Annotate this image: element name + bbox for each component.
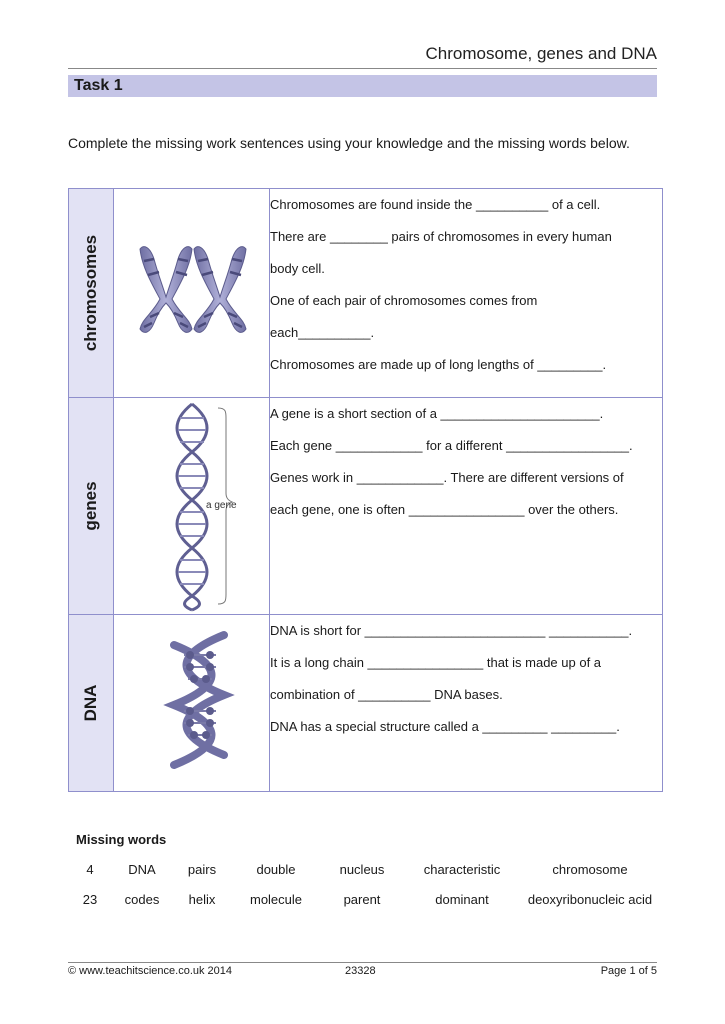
footer-page-number: Page 1 of 5 [600,965,657,977]
header-divider [68,68,657,69]
missing-word: 4 [86,862,94,877]
missing-word: parent [343,892,381,907]
genes-image-cell [114,398,270,615]
footer-divider [68,962,657,963]
missing-word: 23 [82,892,98,907]
dna-image-cell [114,615,270,792]
missing-word: nucleus [339,862,385,877]
sentence-line: One of each pair of chromosomes comes from [270,293,538,308]
row-label-cell [69,398,114,615]
genes-text-cell [270,398,663,615]
sentence-line: Chromosomes are made up of long lengths of _________. [270,357,607,372]
task-heading: Task 1 [68,75,657,97]
sentence-line: Genes work in ____________. There are different versions of [270,470,624,485]
missing-words-title: Missing words [76,832,167,847]
missing-word: double [256,862,296,877]
instructions-text: Complete the missing work sentences using your knowledge and the missing words below. [68,135,630,151]
footer-copyright: © www.teachitscience.co.uk 2014 [68,965,233,977]
table-row-dna [69,615,663,792]
gene-annotation-label: a gene [206,500,237,511]
missing-word: DNA [128,862,156,877]
missing-word: characteristic [423,862,501,877]
sentence-line: There are ________ pairs of chromosomes in every human [270,229,612,244]
dna-text-cell [270,615,663,792]
row-label-chromosomes: chromosomes [81,234,100,352]
sentence-line: DNA is short for _________________________ ___________. [270,623,633,638]
missing-word: dominant [435,892,489,907]
chromosomes-image-cell [114,189,270,398]
row-label-genes: genes [81,481,100,531]
missing-word: deoxyribonucleic acid [527,892,653,907]
missing-word: pairs [187,862,217,877]
missing-word: chromosome [552,862,628,877]
chromosome-right [194,247,246,333]
sentence-line: Chromosomes are found inside the __________ of a cell. [270,197,601,212]
table-row-genes [69,398,663,615]
sentence-line: each gene, one is often ________________ over the others. [270,502,619,517]
sentence-line: Each gene ____________ for a different _________________. [270,438,633,453]
chromosome-illustration [114,189,269,397]
row-label-cell [69,615,114,792]
sentence-line: each__________. [270,325,375,340]
worksheet-table [68,188,663,792]
dna-helix-illustration [114,615,269,791]
footer-resource-id: 23328 [345,965,376,977]
sentence-line: combination of __________ DNA bases. [270,687,503,702]
table-row-chromosomes [69,189,663,398]
row-label-cell [69,189,114,398]
sentence-line: It is a long chain ________________ that is made up of a [270,655,602,670]
chromosome-left [140,247,192,333]
missing-word: molecule [249,892,303,907]
chromosomes-text-cell [270,189,663,398]
sentence-line: body cell. [270,261,325,276]
missing-word: helix [188,892,216,907]
row-label-dna: DNA [81,684,100,722]
sentence-line: DNA has a special structure called a _________ _________. [270,719,620,734]
page-header-title: Chromosome, genes and DNA [425,44,657,63]
missing-word: codes [124,892,160,907]
sentence-line: A gene is a short section of a ______________________. [270,406,604,421]
gene-helix-illustration [114,398,269,614]
